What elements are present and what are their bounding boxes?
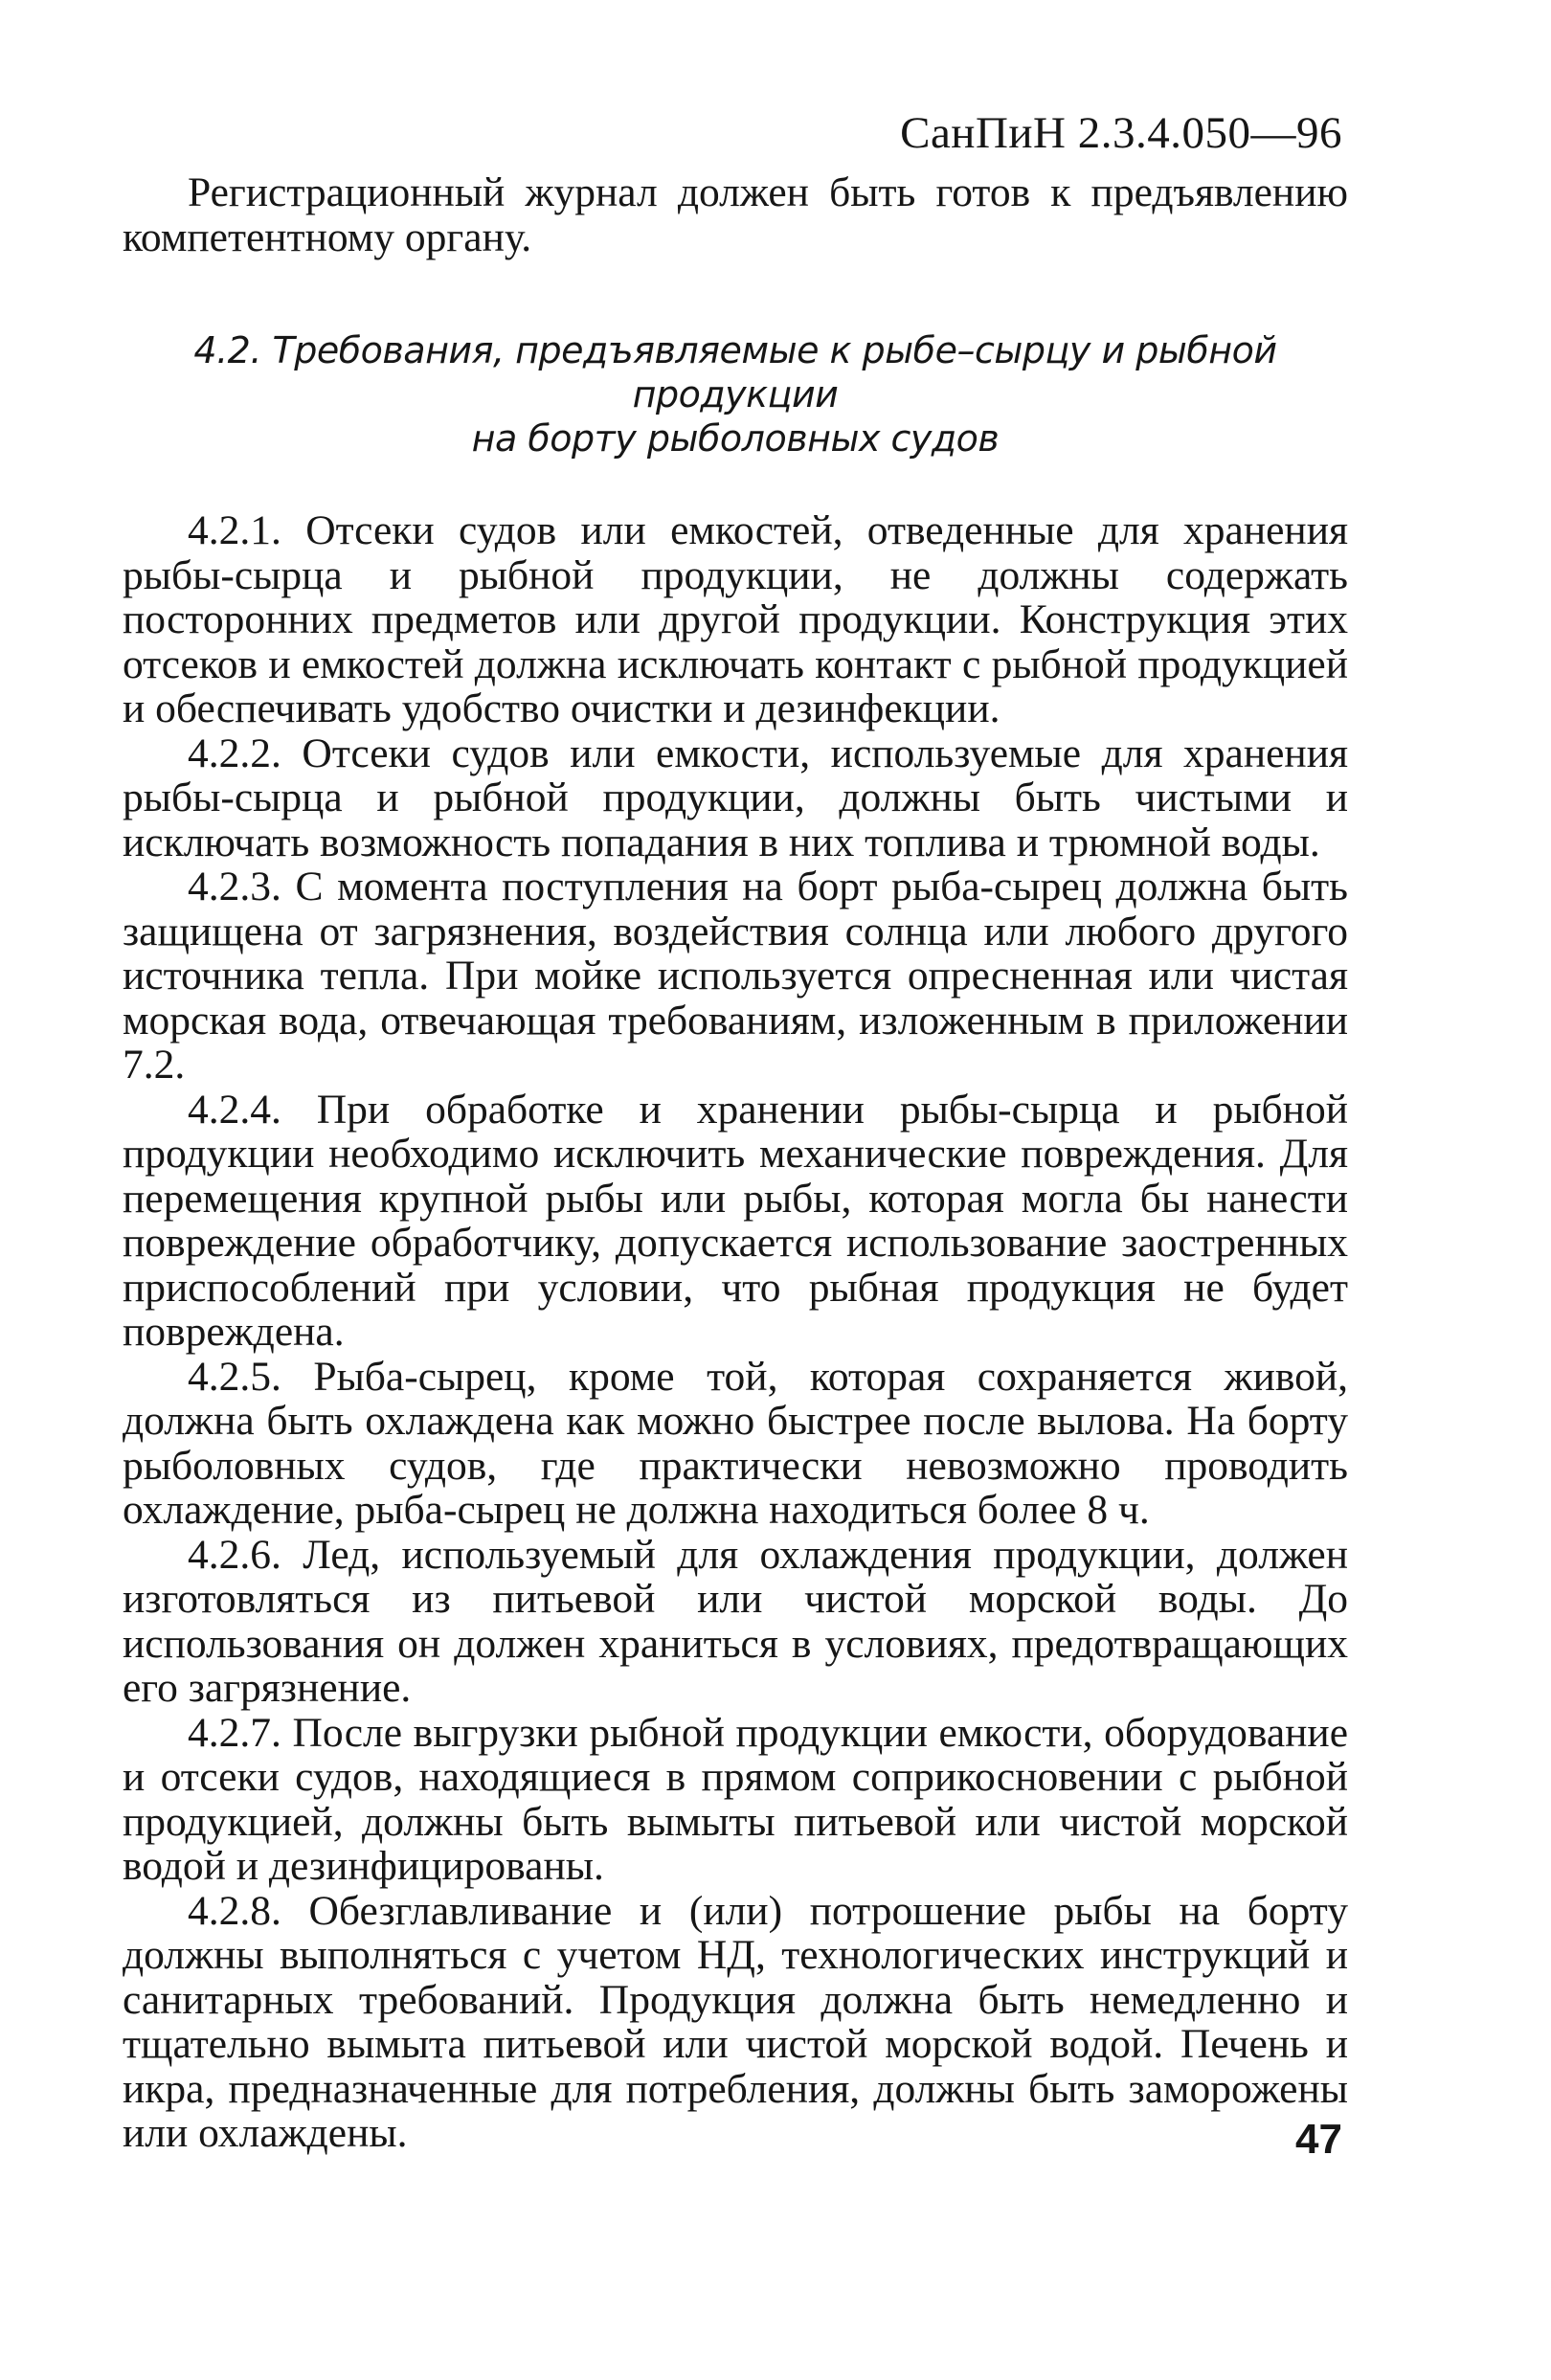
clause-4-2-8: 4.2.8. Обезглавливание и (или) потрошение рыбы на борту должны выполняться с учетом НД, технологических инструкций и санитарных требований. Продукция должна быть немедленно и тщательно вымыта питьевой или чистой морской водой. Печень и икра, предназначенные для потребления, должны быть заморожены или охлаждены. [123,1887,1348,2156]
intro-paragraph: Регистрационный журнал должен быть готов к предъявлению компетентному органу. [123,169,1348,260]
section-heading-line-1: 4.2. Требования, предъявляемые к рыбе–сырцу и рыбной продукции [193,329,1277,415]
clause-4-2-4: 4.2.4. При обработке и хранении рыбы-сырца и рыбной продукции необходимо исключить механические повреждения. Для перемещения крупной рыбы или рыбы, которая могла бы нанести повреждение обработчику, допускается использование заостренных приспособлений при условии, что рыбная продукция не будет повреждена. [123,1086,1348,1355]
section-heading [123,328,1348,460]
running-header: СанПиН 2.3.4.050—96 [900,108,1342,158]
page-number: 47 [1295,2116,1342,2163]
clause-4-2-5: 4.2.5. Рыба-сырец, кроме той, которая сохраняется живой, должна быть охлаждена как можно быстрее после вылова. На борту рыболовных судов, где практически невозможно проводить охлаждение, рыба-сырец не должна находиться более 8 ч. [123,1353,1348,1533]
section-heading-line-2: на борту рыболовных судов [471,417,1000,460]
clause-4-2-6: 4.2.6. Лед, используемый для охлаждения продукции, должен изготовляться из питьевой или чистой морской воды. До использования он должен храниться в условиях, предотвращающих его загрязнение. [123,1531,1348,1711]
clause-4-2-3: 4.2.3. С момента поступления на борт рыба-сырец должна быть защищена от загрязнения, воздействия солнца или любого другого источника тепла. При мойке используется опресненная или чистая морская вода, отвечающая требованиям, изложенным в приложении 7.2. [123,864,1348,1088]
clause-4-2-2: 4.2.2. Отсеки судов или емкости, используемые для хранения рыбы-сырца и рыбной продукции, должны быть чистыми и исключать возможность попадания в них топлива и трюмной воды. [123,730,1348,865]
body-text [123,170,1348,2156]
clause-4-2-1: 4.2.1. Отсеки судов или емкостей, отведенные для хранения рыбы-сырца и рыбной продукции, не должны содержать посторонних предметов или другой продукции. Конструкция этих отсеков и емкостей должна исключать контакт с рыбной продукцией и обеспечивать удобство очистки и дезинфекции. [123,507,1348,731]
clause-4-2-7: 4.2.7. После выгрузки рыбной продукции емкости, оборудование и отсеки судов, находящиеся в прямом соприкосновении с рыбной продукцией, должны быть вымыты питьевой или чистой морской водой и дезинфицированы. [123,1709,1348,1889]
